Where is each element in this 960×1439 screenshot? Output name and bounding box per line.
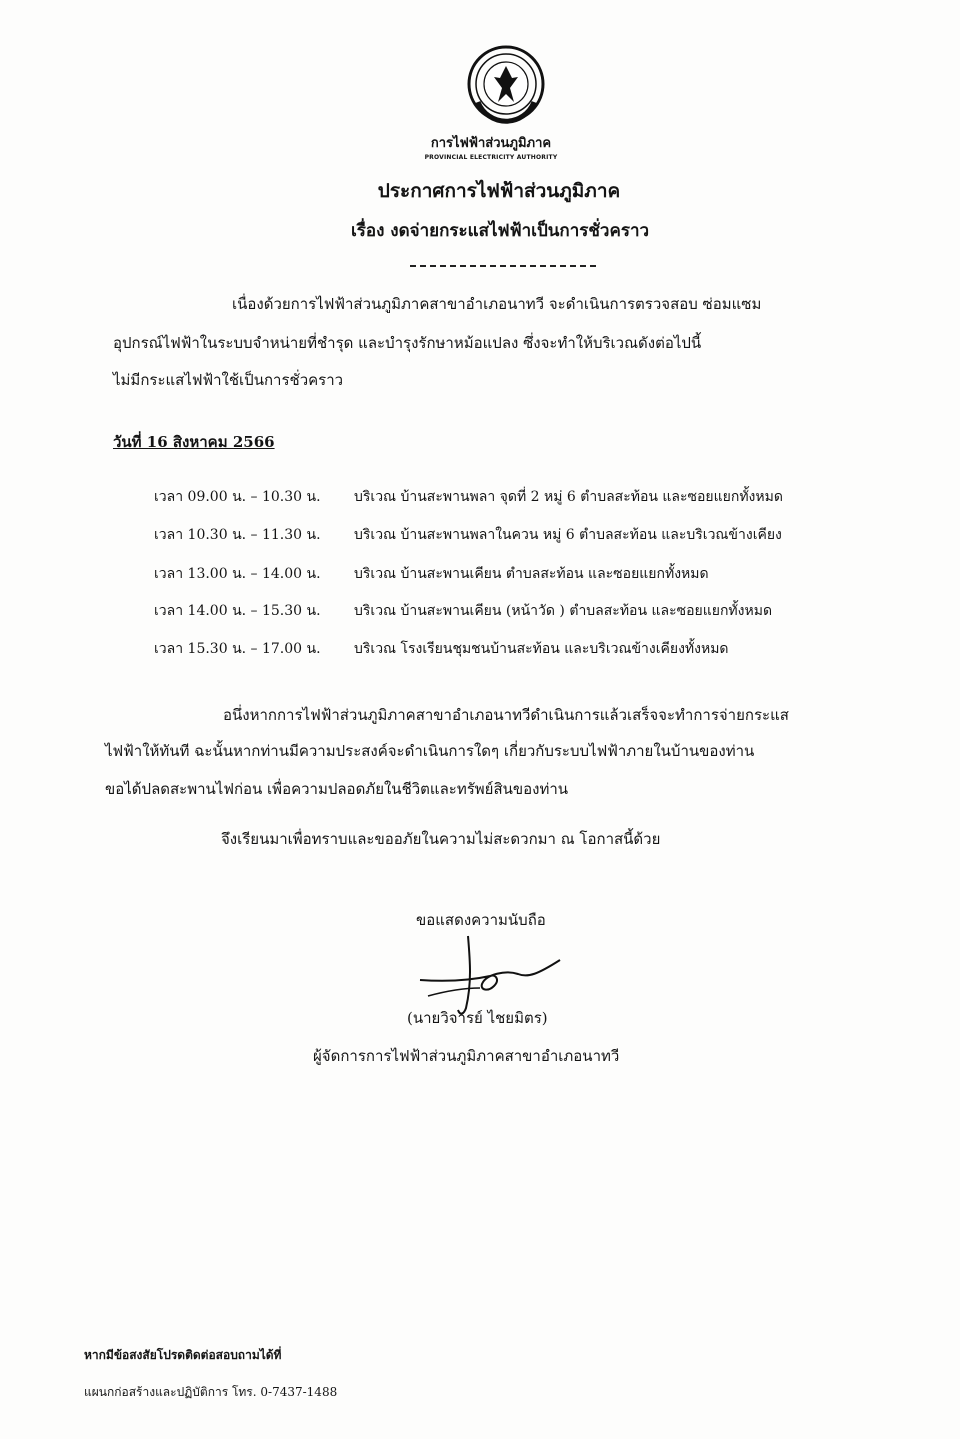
footer-contact-phone: แผนกก่อสร้างและปฏิบัติการ โทร. 0-7437-1488 [84,1385,338,1399]
outage-date: วันที่ 16 สิงหาคม 2566 [113,433,275,451]
schedule-area: บริเวณ บ้านสะพานเคียน ตำบลสะท้อน และซอยแยกทั้งหมด [354,566,709,582]
schedule-time: เวลา 15.30 น. – 17.00 น. [154,641,321,657]
notice-line-1: อนึ่งหากการไฟฟ้าส่วนภูมิภาคสาขาอำเภอนาทวีดำเนินการแล้วเสร็จจะทำการจ่ายกระแส [223,706,789,724]
schedule-time: เวลา 13.00 น. – 14.00 น. [154,566,321,582]
schedule-time: เวลา 14.00 น. – 15.30 น. [154,603,321,619]
schedule-area: บริเวณ บ้านสะพานเคียน (หน้าวัด ) ตำบลสะท้อน และซอยแยกทั้งหมด [354,603,773,619]
schedule-time: เวลา 10.30 น. – 11.30 น. [154,527,321,543]
notice-line-2: ไฟฟ้าให้ทันที ฉะนั้นหากท่านมีความประสงค์จะดำเนินการใดๆ เกี่ยวกับระบบไฟฟ้าภายในบ้านของท่าน [105,742,755,760]
apology-line: จึงเรียนมาเพื่อทราบและขออภัยในความไม่สะดวกมา ณ โอกาสนี้ด้วย [221,830,661,848]
intro-line-1: เนื่องด้วยการไฟฟ้าส่วนภูมิภาคสาขาอำเภอนาทวี จะดำเนินการตรวจสอบ ซ่อมแซม [232,295,762,313]
footer-contact-note: หากมีข้อสงสัยโปรดติดต่อสอบถามได้ที่ [84,1348,282,1362]
announcement-subject: เรื่อง งดจ่ายกระแสไฟฟ้าเป็นการชั่วคราว [350,221,650,241]
schedule-area: บริเวณ บ้านสะพานพลาในควน หมู่ 6 ตำบลสะท้อน และบริเวณข้างเคียง [354,527,782,543]
org-name-english: PROVINCIAL ELECTRICITY AUTHORITY [424,154,558,161]
notice-line-3: ขอได้ปลดสะพานไฟก่อน เพื่อความปลอดภัยในชีวิตและทรัพย์สินของท่าน [105,780,569,798]
subject-divider [410,265,596,267]
org-name-thai: การไฟฟ้าส่วนภูมิภาค [430,136,552,151]
schedule-area: บริเวณ โรงเรียนชุมชนบ้านสะท้อน และบริเวณข้างเคียงทั้งหมด [354,641,729,657]
schedule-time: เวลา 09.00 น. – 10.30 น. [154,489,321,505]
schedule-area: บริเวณ บ้านสะพานพลา จุดที่ 2 หมู่ 6 ตำบลสะท้อน และซอยแยกทั้งหมด [354,489,783,505]
signer-name: (นายวิจารย์ ไชยมิตร) [407,1009,548,1027]
intro-line-3: ไม่มีกระแสไฟฟ้าใช้เป็นการชั่วคราว [113,371,344,389]
intro-line-2: อุปกรณ์ไฟฟ้าในระบบจำหน่ายที่ชำรุด และบำรุงรักษาหม้อแปลง ซึ่งจะทำให้บริเวณดังต่อไปนี้ [113,334,702,352]
signer-position: ผู้จัดการการไฟฟ้าส่วนภูมิภาคสาขาอำเภอนาทวี [313,1047,620,1065]
closing-salutation: ขอแสดงความนับถือ [416,911,546,929]
announcement-title: ประกาศการไฟฟ้าส่วนภูมิภาค [377,180,621,202]
pea-logo-icon [466,44,546,124]
